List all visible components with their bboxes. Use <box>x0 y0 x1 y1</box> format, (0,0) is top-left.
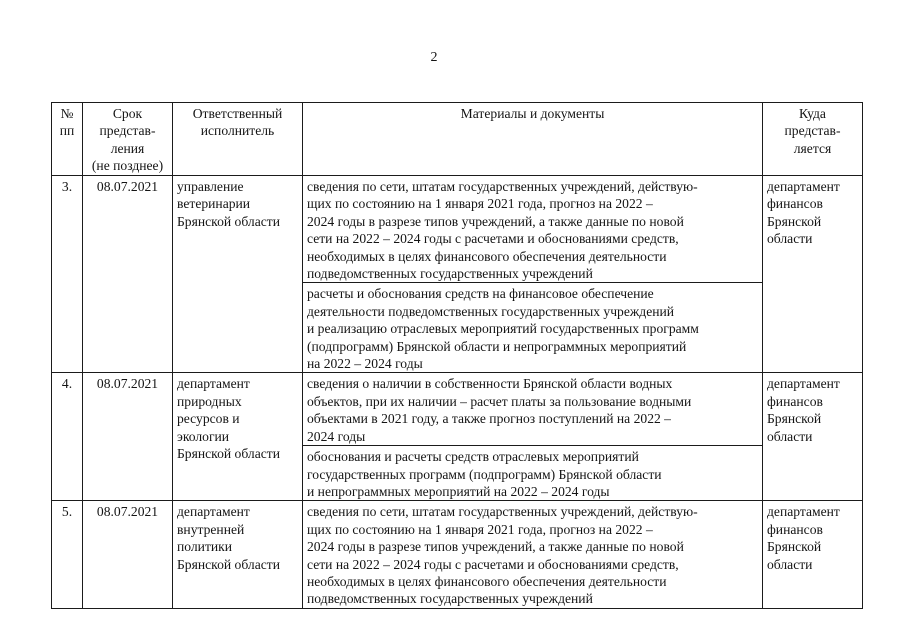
row-document: расчеты и обоснования средств на финансовое обеспечение деятельности подведомственных государственных учреждений и реализацию отраслевых мероприятий государственных программ (подпрограмм) Брянской области и непрограммных мероприятий на 2022 – 2024 годы <box>303 283 763 373</box>
row-document: обоснования и расчеты средств отраслевых мероприятий государственных программ (подпрограмм) Брянской области и непрограммных мероприятий на 2022 – 2024 годы <box>303 446 763 501</box>
header-destination: Куда представ- ляется <box>763 103 863 176</box>
header-materials: Материалы и документы <box>303 103 763 176</box>
table-row <box>52 373 863 446</box>
row-executor: управление ветеринарии Брянской области <box>173 176 303 373</box>
row-destination: департамент финансов Брянской области <box>763 176 863 373</box>
row-destination: департамент финансов Брянской области <box>763 373 863 501</box>
row-date: 08.07.2021 <box>83 501 173 608</box>
materials-table <box>51 102 863 609</box>
row-date: 08.07.2021 <box>83 176 173 373</box>
header-executor: Ответственный исполнитель <box>173 103 303 176</box>
page-number: 2 <box>430 50 438 65</box>
row-number: 4. <box>52 373 83 501</box>
row-number: 3. <box>52 176 83 373</box>
row-executor: департамент природных ресурсов и экологии Брянской области <box>173 373 303 501</box>
row-document: сведения по сети, штатам государственных учреждений, действую- щих по состоянию на 1 января 2021 года, прогноз на 2022 – 2024 годы в разрезе типов учреждений, а также данные по новой сети на 2022 – 2024 годы с расчетами и обоснованиями средств, необходимых в целях финансового обеспечения деятельности подведомственных государственных учреждений <box>303 501 763 608</box>
row-document: сведения по сети, штатам государственных учреждений, действую- щих по состоянию на 1 января 2021 года, прогноз на 2022 – 2024 годы в разрезе типов учреждений, а также данные по новой сети на 2022 – 2024 годы с расчетами и обоснованиями средств, необходимых в целях финансового обеспечения деятельности подведомственных государственных учреждений <box>303 176 763 283</box>
row-date: 08.07.2021 <box>83 373 173 501</box>
table-header-row <box>52 103 863 176</box>
row-executor: департамент внутренней политики Брянской области <box>173 501 303 608</box>
row-destination: департамент финансов Брянской области <box>763 501 863 608</box>
row-number: 5. <box>52 501 83 608</box>
table-row <box>52 176 863 283</box>
header-deadline: Срок представ- ления (не позднее) <box>83 103 173 176</box>
row-document: сведения о наличии в собственности Брянской области водных объектов, при их наличии – расчет платы за пользование водными объектами в 2021 году, а также прогноз поступлений на 2022 – 2024 годы <box>303 373 763 446</box>
header-number: № пп <box>52 103 83 176</box>
table-row <box>52 501 863 608</box>
